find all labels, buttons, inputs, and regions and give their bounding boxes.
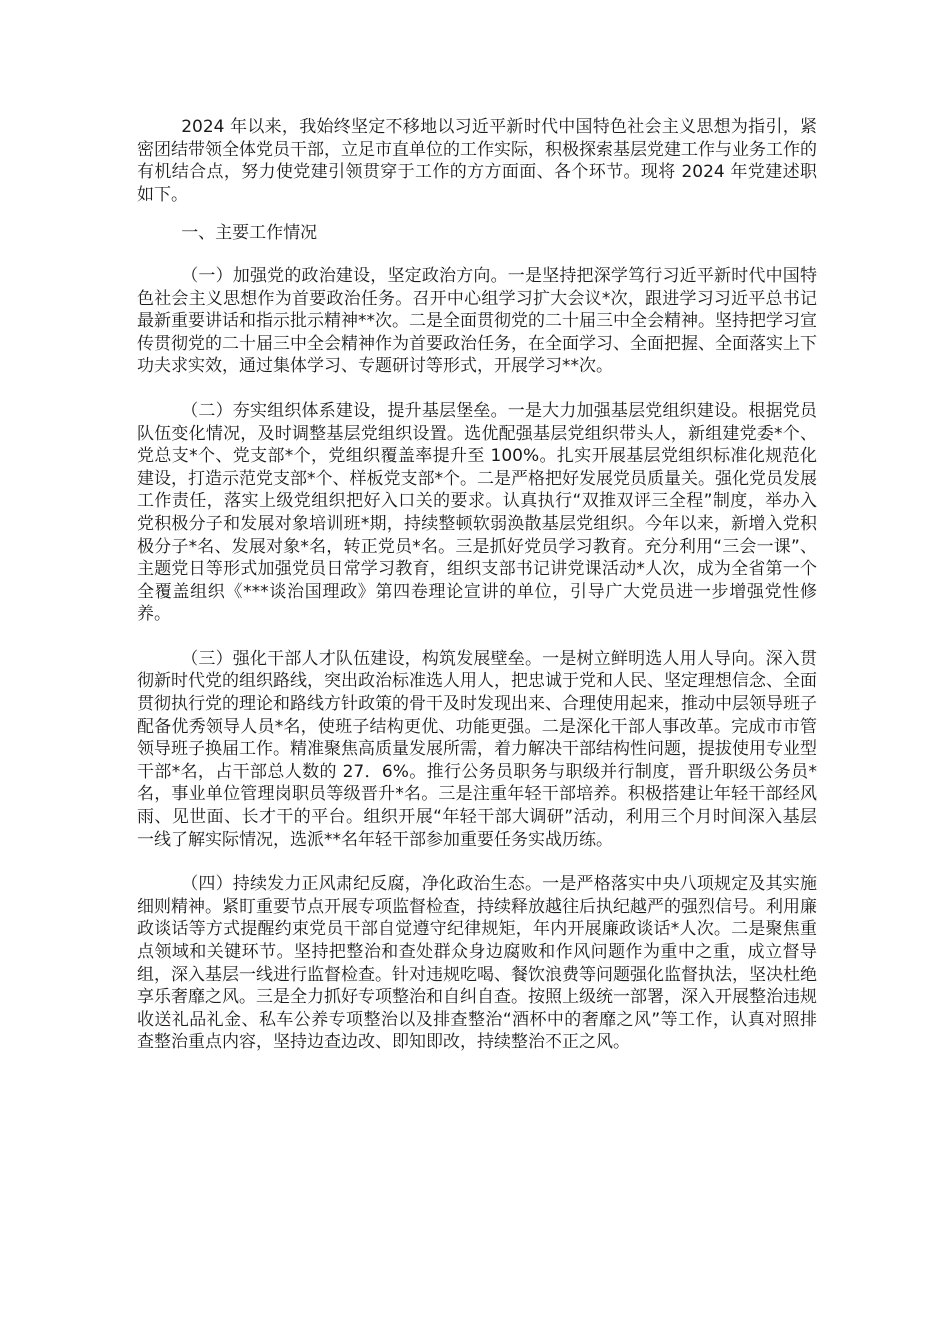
- section-1-paragraph: （一）加强党的政治建设，坚定政治方向。一是坚持把深学笃行习近平新时代中国特色社会主义思想作为首要政治任务。召开中心组学习扩大会议*次，跟进学习习近平总书记最新重要讲话和指示批示精神**次。二是全面贯彻党的二十届三中全会精神。坚持把学习宣传贯彻党的二十届三中全会精神作为首要政治任务，在全面学习、全面把握、全面落实上下功夫求实效，通过集体学习、专题研讨等形式，开展学习**次。: [137, 265, 817, 377]
- section-2-paragraph: （二）夯实组织体系建设，提升基层堡垒。一是大力加强基层党组织建设。根据党员队伍变化情况，及时调整基层党组织设置。选优配强基层党组织带头人，新组建党委*个、党总支*个、党支部*个，党组织覆盖率提升至 100%。扎实开展基层党组织标准化规范化建设，打造示范党支部*个、样板党支部*个。二是严格把好发展党员质量关。强化党员发展工作责任，落实上级党组织把好入口关的要求。认真执行“双推双评三全程”制度，举办入党积极分子和发展对象培训班*期，持续整顿软弱涣散基层党组织。今年以来，新增入党积极分子*名、发展对象*名，转正党员*名。三是抓好党员学习教育。充分利用“三会一课”、主题党日等形式加强党员日常学习教育，组织支部书记讲党课活动*人次，成为全省第一个全覆盖组织《***谈治国理政》第四卷理论宣讲的单位，引导广大党员进一步增强党性修养。: [137, 400, 817, 625]
- section-3-paragraph: （三）强化干部人才队伍建设，构筑发展壁垒。一是树立鲜明选人用人导向。深入贯彻新时代党的组织路线，突出政治标准选人用人，把忠诚于党和人民、坚定理想信念、全面贯彻执行党的理论和路线方针政策的骨干及时发现出来、合理使用起来，推动中层领导班子配备优秀领导人员*名，使班子结构更优、功能更强。二是深化干部人事改革。完成市市管领导班子换届工作。精准聚焦高质量发展所需，着力解决干部结构性问题，提拔使用专业型干部*名，占干部总人数的 27．6%。推行公务员职务与职级并行制度，晋升职级公务员*名，事业单位管理岗职员等级晋升*名。三是注重年轻干部培养。积极搭建让年轻干部经风雨、见世面、长才干的平台。组织开展“年轻干部大调研”活动，利用三个月时间深入基层一线了解实际情况，选派**名年轻干部参加重要任务实战历练。: [137, 648, 817, 850]
- intro-paragraph: 2024 年以来，我始终坚定不移地以习近平新时代中国特色社会主义思想为指引，紧密团结带领全体党员干部，立足市直单位的工作实际，积极探索基层党建工作与业务工作的有机结合点，努力使党建引领贯穿于工作的方方面面、各个环节。现将 2024 年党建述职如下。: [137, 117, 817, 205]
- section-heading: 一、主要工作情况: [181, 223, 318, 244]
- section-4-paragraph: （四）持续发力正风肃纪反腐，净化政治生态。一是严格落实中央八项规定及其实施细则精神。紧盯重要节点开展专项监督检查，持续释放越往后执纪越严的强烈信号。利用廉政谈话等方式提醒约束党员干部自觉遵守纪律规矩，年内开展廉政谈话*人次。二是聚焦重点领域和关键环节。坚持把整治和查处群众身边腐败和作风问题作为重中之重，成立督导组，深入基层一线进行监督检查。针对违规吃喝、餐饮浪费等问题强化监督执法，坚决杜绝享乐奢靡之风。三是全力抓好专项整治和自纠自查。按照上级统一部署，深入开展整治违规收送礼品礼金、私车公养专项整治以及排查整治“酒杯中的奢靡之风”等工作，认真对照排查整治重点内容，坚持边查边改、即知即改，持续整治不正之风。: [137, 874, 817, 1053]
- document-body: [137, 116, 817, 1054]
